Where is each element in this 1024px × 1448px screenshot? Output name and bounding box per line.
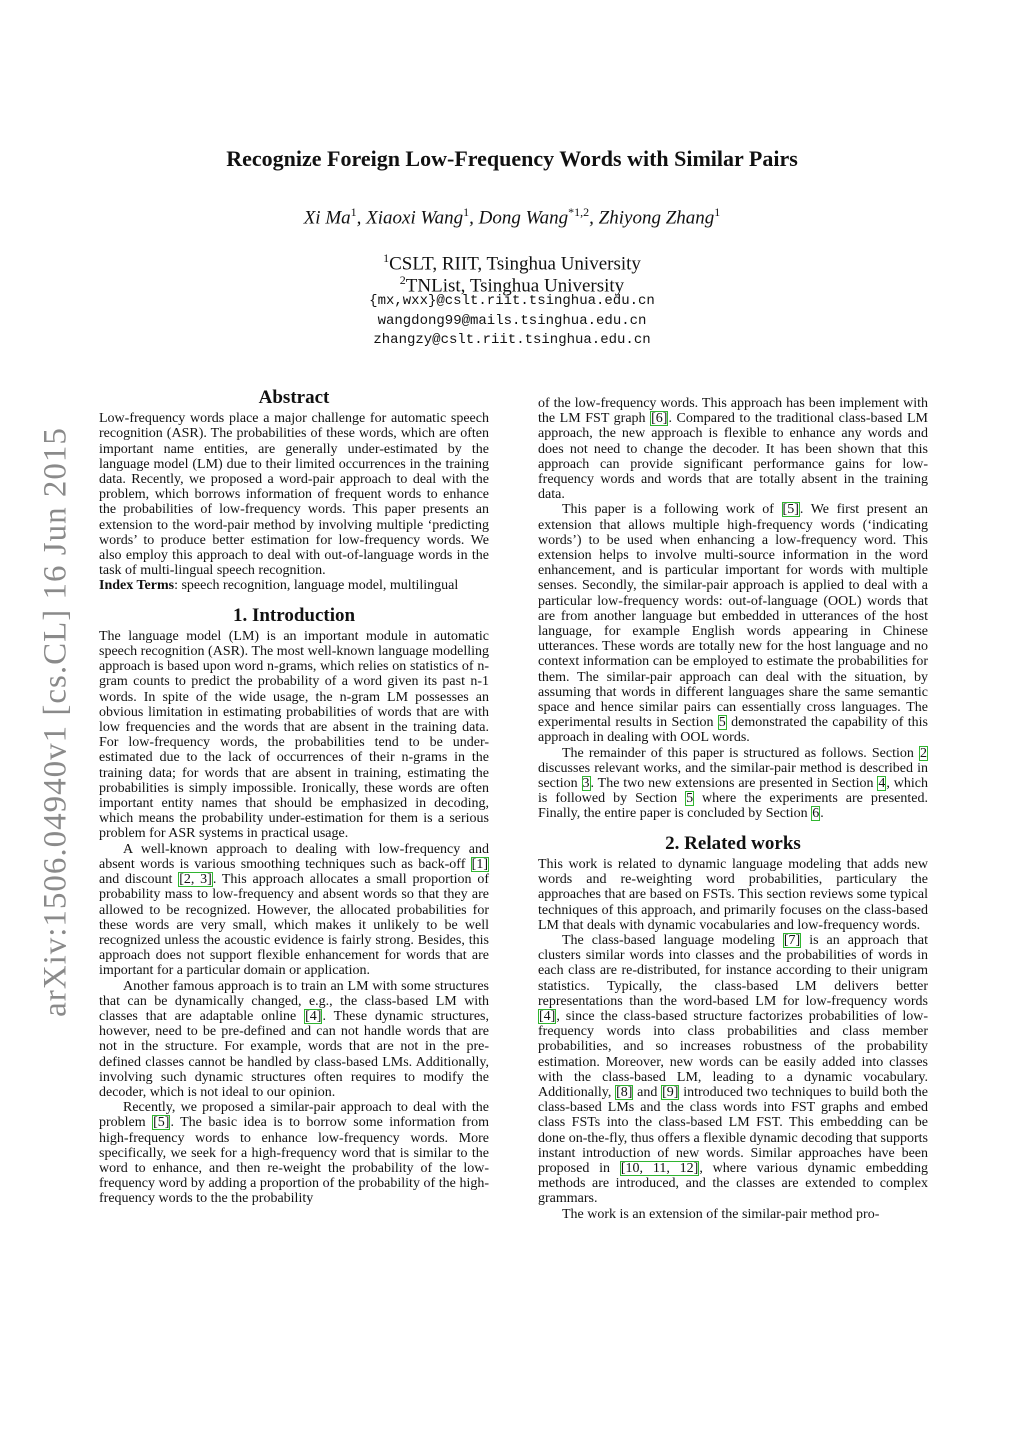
affiliation-text: CSLT, RIIT, Tsinghua University: [389, 253, 641, 275]
text-run: introduced two techniques to build both the class-based LMs and the class words into FST graphs and embed class FSTs into the class-based LM FST. This embedding can be done on-the-fly, thus offers a flexible dynamic decoding that supports instant introduction of new words. Similar approaches have been proposed in: [538, 1084, 928, 1176]
abstract-heading: Abstract: [258, 387, 330, 408]
paragraph: The language model (LM) is an important module in automatic speech recognition (ASR). The most well-known language modelling approach is based upon word n-grams, which relies on statistics of n-gram counts to predict the probability of a word given its past n-1 words. In spite of the wide usage, the n-gram LM possesses an obvious limitation in estimating probabilities of words that are with low frequencies and the words that are absent in the training data. For low-frequency words, the probabilities tend to be under-estimated due to the lack of occurrences of their n-grams in the training data; for words that are absent in training, estimating the probabilities is simply impossible. Ironically, these words are often important entity names that should be emphasized in decoding, which means the probability under-estimation for them is a serious problem for ASR systems in practical usage.: [99, 628, 489, 842]
text-run: , where various dynamic embedding methods are introduced, and the classes are extended to complex grammars.: [538, 1160, 928, 1207]
text-run: Recently, we proposed a similar-pair approach to deal with the problem: [99, 1100, 489, 1131]
text-run: . The two new extensions are presented in Section: [590, 776, 878, 792]
text-run: . Compared to the traditional class-based LM approach, the new approach is flexible to enhance any words and does not need to change the decoder. It has been shown that this approach can provide significant performance gains for low-frequency words and words that are totally absent in the training data.: [538, 411, 928, 503]
citation-link[interactable]: [4]: [305, 1008, 322, 1024]
text-run: .: [820, 806, 824, 822]
author-affiliation-mark: *1,2: [568, 205, 590, 219]
paper-title: Recognize Foreign Low-Frequency Words with Similar Pairs: [226, 146, 798, 171]
paragraph: [99, 1100, 489, 1206]
author-affiliation-mark: 1: [350, 205, 357, 219]
author-name: Dong Wang: [478, 207, 569, 229]
affiliation-mark: 1: [383, 251, 390, 265]
email-line: {mx,wxx}@cslt.riit.tsinghua.edu.cn: [369, 293, 655, 309]
citation-link[interactable]: [8]: [616, 1084, 633, 1100]
text-run: . We first present an extension that allows multiple high-frequency words (‘indicating words’) to be used when enhancing a low-frequency word. This extension helps to involve multi-source information in the word enhancement, and is particular important for words with multiple senses. Secondly, the similar-pair approach is applied to deal with a particular low-frequency words: out-of-language (OOL) words that are from another language but embedded in utterances of the host language, for example English words appearing in Chinese utterances. These words are totally new for the host language and no context information can be employed to estimate the probabilities for them. The similar-pair approach can deal with the situation, by assuming that words in different languages share the same semantic space and hence similar pairs can essentially cross languages. The experimental results in Section: [538, 502, 928, 731]
text-run: Another famous approach is to train an LM with some structures that can be dynamically changed, e.g., the class-based LM with classes that are adaptable online: [99, 978, 489, 1024]
section-link[interactable]: 4: [878, 776, 886, 792]
citation-link[interactable]: [10, 11, 12]: [620, 1160, 699, 1176]
abstract-text: Low-frequency words place a major challenge for automatic speech recognition (ASR). The probabilities of these words, which are often important name entities, are generally under-estimated by the language model (LM) due to their limited occurrences in the training data. Recently, we proposed a word-pair approach to deal with the problem, which borrows information of frequent words to enhance the probabilities of low-frequency words. This paper presents an extension to the word-pair method by involving multiple ‘predicting words’ to produce better estimation for low-frequency words. We also employ this approach to deal with out-of-language words in the task of multi-lingual speech recognition.: [99, 411, 489, 579]
citation-link[interactable]: [2, 3]: [179, 872, 212, 888]
text-run: , since the class-based structure factorizes probabilities of low-frequency words into class probabilities and class member probabilities, and so increases robustness of the probability estimation. Moreover, new words can be easily added into classes with the class-based LM, leading to a dynamic vocabulary. Additionally,: [538, 1008, 928, 1100]
author-list: Xi Ma$^1$, Xiaoxi Wang$^1$, Dong Wang$^{*1,2}$, Zhiyong Zhang$^1$: [303, 205, 721, 229]
citation-link[interactable]: [4]: [539, 1008, 556, 1024]
paragraph: The work is an extension of the similar-pair method pro-: [562, 1206, 880, 1222]
right-column: [538, 396, 928, 1222]
paragraph: This work is related to dynamic language modeling that adds new words and re-weighting word probabilities, particulary the approaches that are based on FSTs. This section reviews some typical techniques of this approach, and primarily focuses on the class-based LM that deals with dynamic vocabularies and low-frequency words.: [538, 856, 928, 933]
author-affiliation-mark: 1: [463, 205, 470, 219]
text-run: The remainder of this paper is structured as follows. Section: [562, 745, 919, 761]
left-column: [99, 387, 490, 1207]
author-name: Zhiyong Zhang: [598, 207, 715, 229]
index-terms-text: : speech recognition, language model, multilingual: [174, 578, 459, 594]
author-name: Xi Ma: [303, 207, 351, 229]
arxiv-stamp: arXiv:1506.04940v1 [cs.CL] 16 Jun 2015: [37, 427, 74, 1017]
citation-link[interactable]: [9]: [662, 1084, 679, 1100]
paragraph: [538, 502, 928, 745]
text-run: . This approach allocates a small proportion of probability mass to low-frequency and absent words so that they are allowed to be recognized. However, the allocated probabilities for these words are very small, which makes it unlikely to be well recognized unless the acoustic evidence is fairly strong. Besides, this approach does not support flexible enhancement for words that are important for a particular domain or application.: [99, 872, 489, 979]
section-link[interactable]: 2: [920, 745, 927, 761]
email-line: zhangzy@cslt.riit.tsinghua.edu.cn: [373, 332, 651, 348]
text-run: and discount: [99, 872, 179, 888]
text-run: . The basic idea is to borrow some information from high-frequency words to enhance low-frequency words. More specifically, we seek for a high-frequency word that is similar to the word to enhance, and then re-weight the probability of the low-frequency word by adding a proportion of the probability of the high-frequency words to the the probability: [99, 1115, 490, 1207]
text-run: , which is followed by Section: [538, 776, 929, 807]
section-link[interactable]: 5: [718, 715, 726, 731]
affiliation-text: TNList, Tsinghua University: [405, 275, 625, 297]
paragraph: [99, 979, 489, 1101]
section-heading-related-works: 2. Related works: [665, 832, 801, 854]
author-affiliation-mark: 1: [714, 205, 721, 219]
text-run: . These dynamic structures, however, need to be pre-defined and can not handle words that are not in the structure. For example, words that are not in the pre-defined classes cannot be handled by class-based LMs. Additionally, involving such dynamic structures often requires to modify the decoder, which is not ideal to our opinion.: [99, 1008, 490, 1100]
section-link[interactable]: 5: [686, 791, 694, 807]
text-run: where the experiments are presented. Finally, the entire paper is concluded by Section: [538, 791, 928, 822]
text-run: A well-known approach to dealing with low-frequency and absent words is various smoothing techniques such as back-off: [99, 841, 489, 872]
text-run: and: [633, 1084, 662, 1100]
paragraph: [99, 842, 489, 979]
citation-link[interactable]: [5]: [782, 502, 799, 518]
citation-link[interactable]: [6]: [651, 411, 668, 427]
index-terms-label: Index Terms: [99, 578, 175, 594]
paragraph: [538, 933, 928, 1207]
paragraph: [538, 746, 928, 822]
text-run: is an approach that clusters similar words into classes and the probabilities of words in each class are re-distributed, for instance according to their unigram statistics. Typically, the class-based LM delivers better representations than the word-based LM for low-frequency words: [538, 932, 928, 1009]
paragraph: [538, 396, 928, 502]
email-line: wangdong99@mails.tsinghua.edu.cn: [377, 313, 647, 329]
affiliation-mark: 2: [399, 273, 406, 287]
section-heading-introduction: 1. Introduction: [232, 604, 356, 626]
text-run: This paper is a following work of: [562, 502, 782, 518]
text-run: of the low-frequency words. This approach has been implement with the LM FST graph: [538, 396, 928, 427]
section-link[interactable]: 6: [812, 806, 820, 822]
citation-link[interactable]: [1]: [471, 856, 488, 872]
index-terms: [99, 578, 489, 593]
author-name: Xiaoxi Wang: [366, 207, 464, 229]
text-run: discusses relevant works, and the similar-pair method is described in section: [538, 760, 928, 792]
citation-link[interactable]: [5]: [153, 1115, 170, 1131]
text-run: The class-based language modeling: [562, 932, 783, 948]
section-link[interactable]: 3: [582, 776, 590, 792]
text-run: demonstrated the capability of this approach in dealing with OOL words.: [538, 715, 928, 746]
citation-link[interactable]: [7]: [783, 932, 801, 948]
